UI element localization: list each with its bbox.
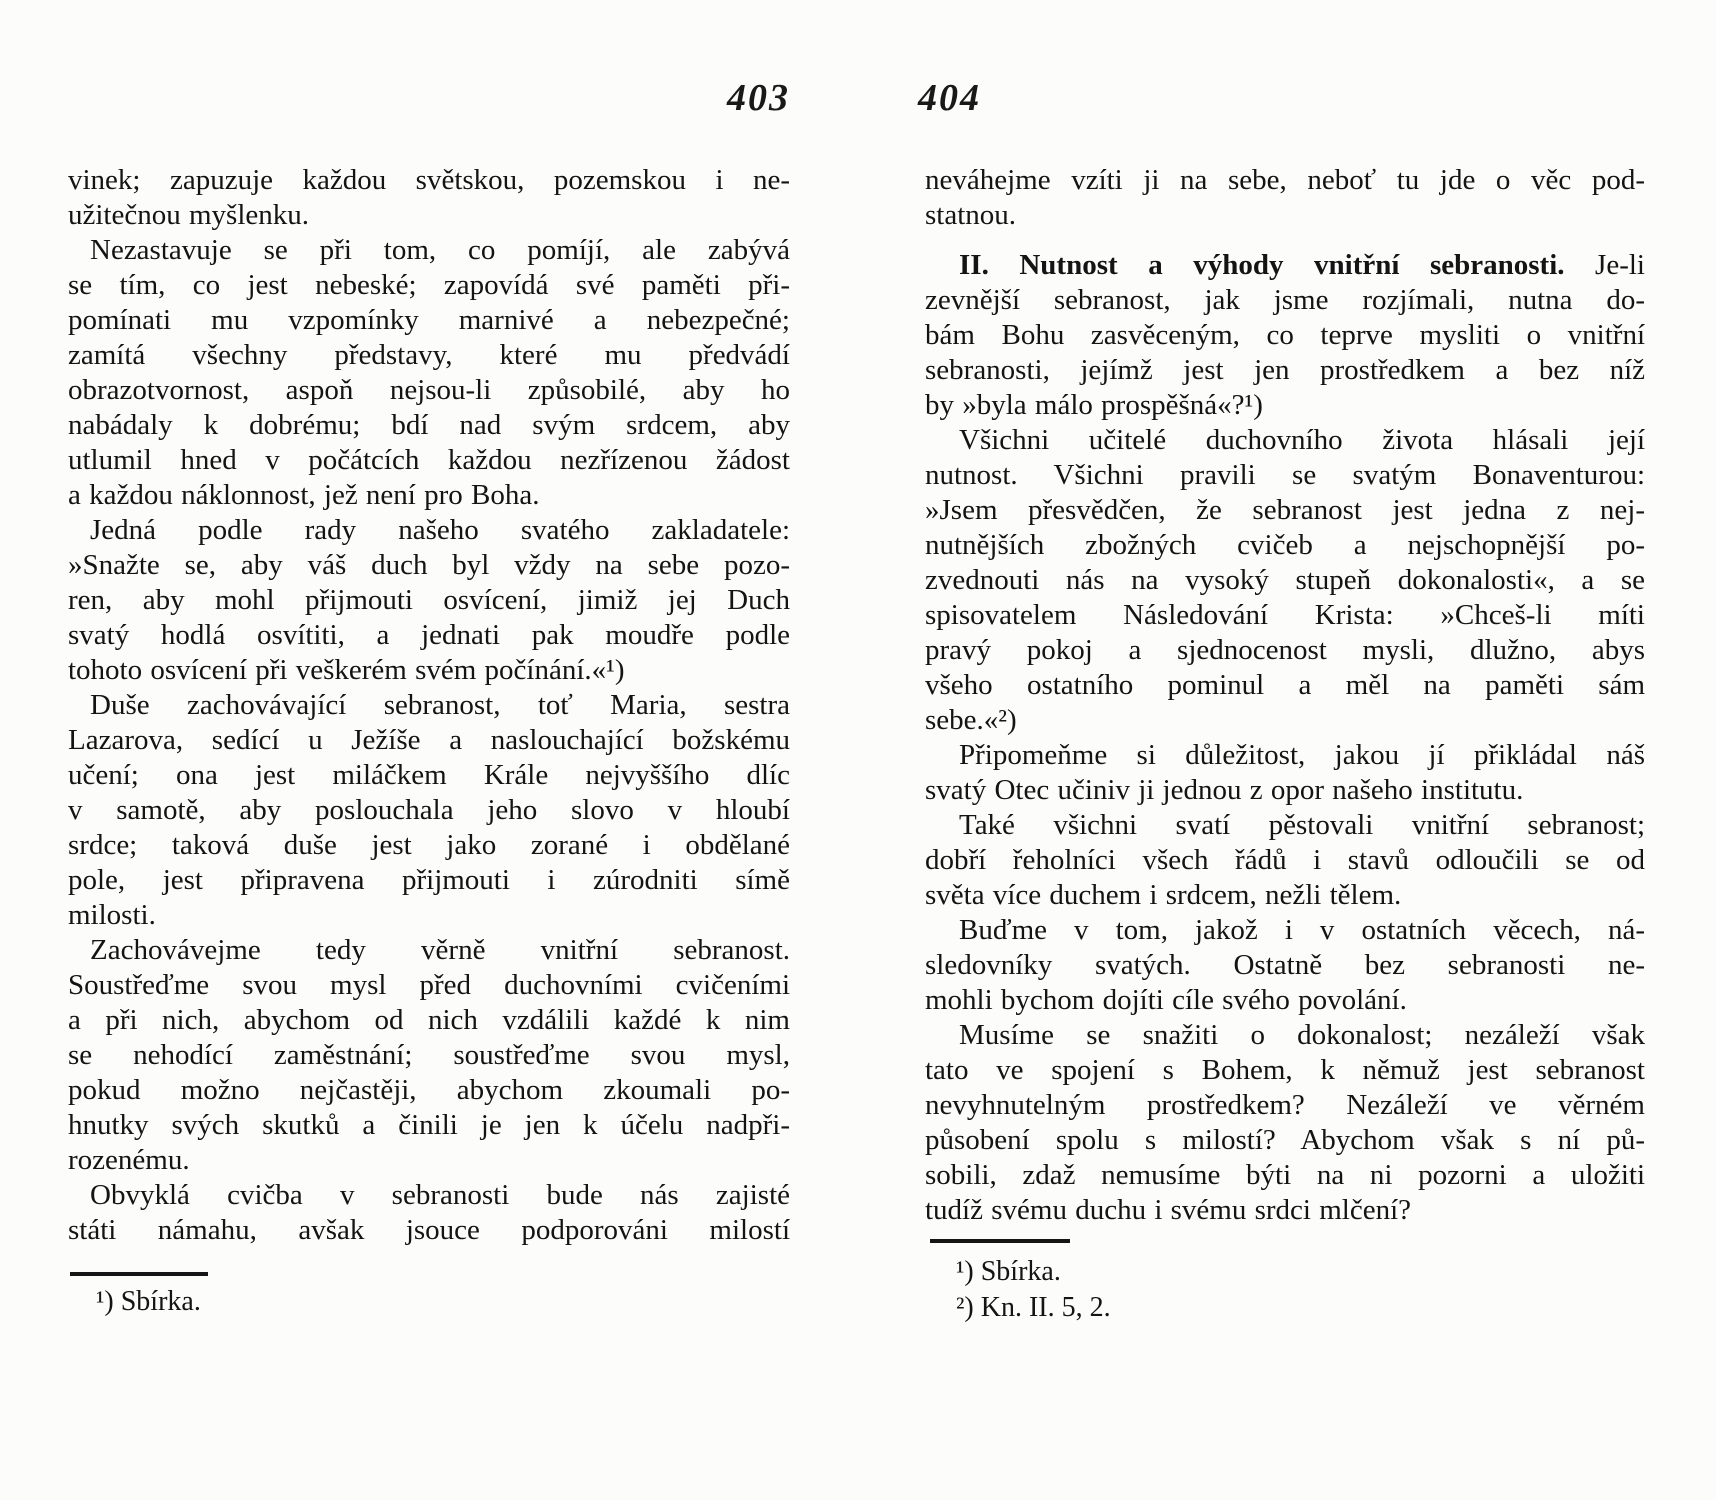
text-line: »Snažte se, aby váš duch byl vždy na sebe pozo- xyxy=(68,549,790,581)
heading-trailing-text: Je-li xyxy=(1564,249,1645,281)
text-line: bám Bohu zasvěceným, co teprve mysliti o vnitřní xyxy=(925,319,1645,351)
text-line: Nezastavuje se při tom, co pomíjí, ale zabývá xyxy=(90,234,790,266)
text-line: zamítá všechny představy, které mu předvádí xyxy=(68,339,790,371)
paragraph xyxy=(925,738,1645,808)
footnotes-right xyxy=(956,1254,1111,1326)
text-line: mohli bychom dojíti cíle svého povolání. xyxy=(925,984,1407,1016)
text-line: nevyhnutelným prostředkem? Nezáleží ve věrném xyxy=(925,1089,1645,1121)
text-line: tato ve spojení s Bohem, k němuž jest sebranost xyxy=(925,1054,1645,1086)
text-line: užitečnou myšlenku. xyxy=(68,199,310,231)
paragraph xyxy=(68,513,790,688)
text-line: rozenému. xyxy=(68,1144,190,1176)
text-line: Připomeňme si důležitost, jakou jí přikládal náš xyxy=(959,739,1645,771)
paragraph xyxy=(925,913,1645,1018)
text-line: sobili, zdaž nemusíme býti na ni pozorni a uložiti xyxy=(925,1159,1645,1191)
text-line: tohoto osvícení při veškerém svém počínání.«¹) xyxy=(68,654,625,686)
text-line: Lazarova, sedící u Ježíše a naslouchající božskému xyxy=(68,724,790,756)
footnote: ¹) Sbírka. xyxy=(96,1286,201,1317)
text-line: nutnějších zbožných cvičeb a nejschopnější po- xyxy=(925,529,1645,561)
paragraph xyxy=(68,688,790,933)
footnotes-left xyxy=(96,1284,201,1320)
paragraph xyxy=(925,808,1645,913)
text-line: státi námahu, avšak jsouce podporováni milostí xyxy=(68,1214,790,1246)
text-line: Soustřeďme svou mysl před duchovními cvičeními xyxy=(68,969,790,1001)
text-line: svatý Otec učiniv ji jednou z opor našeho institutu. xyxy=(925,774,1524,806)
text-line: zevnější sebranost, jak jsme rozjímali, nutna do- xyxy=(925,284,1645,316)
text-line: sebranosti, jejímž jest jen prostředkem a bez níž xyxy=(925,354,1645,386)
text-line: srdce; taková duše jest jako zorané i obdělané xyxy=(68,829,790,861)
text-line xyxy=(925,248,1645,283)
text-line: statnou. xyxy=(925,199,1017,231)
paragraph xyxy=(925,163,1645,233)
text-line: Buďme v tom, jakož i v ostatních věcech, ná- xyxy=(959,914,1645,946)
text-line: světa více duchem i srdcem, nežli tělem. xyxy=(925,879,1402,911)
footnote-rule-left xyxy=(70,1272,208,1276)
text-line: a při nich, abychom od nich vzdálili každé k nim xyxy=(68,1004,790,1036)
text-line: utlumil hned v počátcích každou nezřízenou žádost xyxy=(68,444,790,476)
footnote: ¹) Sbírka. xyxy=(956,1256,1061,1287)
text-line: pole, jest připravena přijmouti i zúrodniti símě xyxy=(68,864,790,896)
text-column-left xyxy=(68,163,790,1248)
paragraph xyxy=(925,248,1645,423)
text-line: Duše zachovávající sebranost, toť Maria, sestra xyxy=(90,689,790,721)
paragraph xyxy=(68,163,790,233)
text-line: dobří řeholníci všech řádů i stavů odloučili se od xyxy=(925,844,1645,876)
paragraph xyxy=(68,933,790,1178)
text-line: nabádaly k dobrému; bdí nad svým srdcem, aby xyxy=(68,409,790,441)
text-line: Jedná podle rady našeho svatého zakladatele: xyxy=(90,514,790,546)
footnote-rule-right xyxy=(930,1239,1070,1243)
page-number-left: 403 xyxy=(727,77,790,119)
text-line: tudíž svému duchu i svému srdci mlčení? xyxy=(925,1194,1412,1226)
text-line: by »byla málo prospěšná«?¹) xyxy=(925,389,1263,421)
text-column-right xyxy=(925,163,1645,1228)
section-heading: II. Nutnost a výhody vnitřní sebranosti. xyxy=(959,249,1565,281)
text-line: »Jsem přesvědčen, že sebranost jest jedna z nej- xyxy=(925,494,1645,526)
text-line: obrazotvornost, aspoň nejsou-li způsobilé, aby ho xyxy=(68,374,790,406)
text-line: všeho ostatního pominul a měl na paměti sám xyxy=(925,669,1645,701)
text-line: v samotě, aby poslouchala jeho slovo v hloubí xyxy=(68,794,790,826)
paragraph xyxy=(925,423,1645,738)
text-line: se nehodící zaměstnání; soustřeďme svou mysl, xyxy=(68,1039,790,1071)
text-line: a každou náklonnost, jež není pro Boha. xyxy=(68,479,540,511)
text-line: sledovníky svatých. Ostatně bez sebranosti ne- xyxy=(925,949,1645,981)
page-number-right: 404 xyxy=(918,77,981,119)
text-line: pomínati mu vzpomínky marnivé a nebezpečné; xyxy=(68,304,790,336)
text-line: vinek; zapuzuje každou světskou, pozemskou i ne- xyxy=(68,164,790,196)
text-line: nutnost. Všichni pravili se svatým Bonaventurou: xyxy=(925,459,1645,491)
text-line: Všichni učitelé duchovního života hlásali její xyxy=(959,424,1645,456)
text-line: působení spolu s milostí? Abychom však s ní pů- xyxy=(925,1124,1645,1156)
text-line: svatý hodlá osvítiti, a jednati pak moudře podle xyxy=(68,619,790,651)
text-line: sebe.«²) xyxy=(925,704,1017,736)
text-line: Musíme se snažiti o dokonalost; nezáleží však xyxy=(959,1019,1645,1051)
text-line: zvednouti nás na vysoký stupeň dokonalosti«, a se xyxy=(925,564,1645,596)
text-line: hnutky svých skutků a činili je jen k účelu nadpři- xyxy=(68,1109,790,1141)
text-line: milosti. xyxy=(68,899,156,931)
text-line: Také všichni svatí pěstovali vnitřní sebranost; xyxy=(959,809,1645,841)
text-line: učení; ona jest miláčkem Krále nejvyššího dlíc xyxy=(68,759,790,791)
text-line: Zachovávejme tedy věrně vnitřní sebranost. xyxy=(90,934,790,966)
text-line: ren, aby mohl přijmouti osvícení, jimiž jej Duch xyxy=(68,584,790,616)
text-line: pokud možno nejčastěji, abychom zkoumali po- xyxy=(68,1074,790,1106)
paragraph xyxy=(68,233,790,513)
text-line: pravý pokoj a sjednocenost mysli, dlužno, abys xyxy=(925,634,1645,666)
footnote: ²) Kn. II. 5, 2. xyxy=(956,1292,1111,1323)
text-line: se tím, co jest nebeské; zapovídá své paměti při- xyxy=(68,269,790,301)
text-line: spisovatelem Následování Krista: »Chceš-li míti xyxy=(925,599,1645,631)
paragraph xyxy=(68,1178,790,1248)
text-line: Obvyklá cvičba v sebranosti bude nás zajisté xyxy=(90,1179,790,1211)
text-line: neváhejme vzíti ji na sebe, neboť tu jde o věc pod- xyxy=(925,164,1645,196)
paragraph xyxy=(925,1018,1645,1228)
